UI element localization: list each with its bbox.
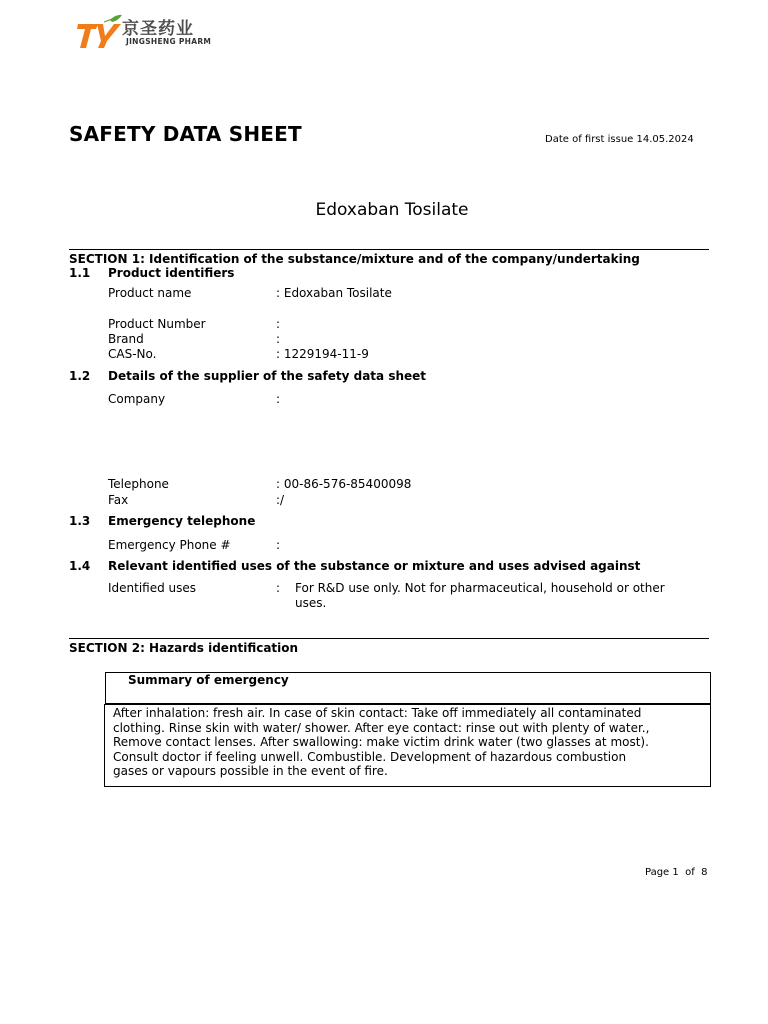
telephone-label: Telephone <box>108 477 169 491</box>
product-number-label: Product Number <box>108 317 206 331</box>
company-label: Company <box>108 392 166 406</box>
subsection-1-3-title: Emergency telephone <box>108 514 256 528</box>
subsection-1-2-number: 1.2 <box>69 369 91 383</box>
summary-title: Summary of emergency <box>128 673 289 687</box>
logo-mark-icon <box>76 12 124 52</box>
identified-uses-line1: For R&D use only. Not for pharmaceutical, household or other <box>295 581 665 595</box>
product-number-value: : <box>276 317 281 331</box>
telephone-value: : 00-86-576-85400098 <box>276 477 412 491</box>
issue-date: Date of first issue 14.05.2024 <box>545 134 694 145</box>
summary-line: clothing. Rinse skin with water/ shower. After eye contact: rinse out with plenty of water., <box>113 720 650 735</box>
product-name-value: : Edoxaban Tosilate <box>276 286 392 300</box>
logo-english-name: JINGSHENG PHARM <box>126 37 212 46</box>
identified-uses-line2: uses. <box>295 596 327 610</box>
page-number: Page 1 of 8 <box>645 867 708 878</box>
emergency-phone-value: : <box>276 538 281 552</box>
subsection-1-3-number: 1.3 <box>69 514 91 528</box>
summary-title-box <box>105 672 711 704</box>
product-heading: Edoxaban Tosilate <box>315 200 469 220</box>
identified-uses-colon: : <box>276 581 281 595</box>
summary-line: Remove contact lenses. After swallowing: make victim drink water (two glasses at most). <box>113 735 649 750</box>
summary-line: After inhalation: fresh air. In case of skin contact: Take off immediately all contaminated <box>113 706 642 720</box>
logo-chinese-name: 京圣药业 <box>122 19 194 39</box>
summary-line: Consult doctor if feeling unwell. Combustible. Development of hazardous combustion <box>113 749 627 764</box>
subsection-1-4-number: 1.4 <box>69 559 91 573</box>
subsection-1-1-title: Product identifiers <box>108 266 235 280</box>
company-logo <box>76 12 226 52</box>
subsection-1-1-number: 1.1 <box>69 266 91 280</box>
brand-value: : <box>276 332 281 346</box>
summary-text-box <box>104 704 711 787</box>
section-divider <box>69 249 709 250</box>
subsection-1-2-title: Details of the supplier of the safety data sheet <box>108 369 427 383</box>
section-divider <box>69 638 709 639</box>
section2-heading: SECTION 2: Hazards identification <box>69 641 299 655</box>
summary-line: gases or vapours possible in the event of fire. <box>113 764 388 779</box>
identified-uses-label: Identified uses <box>108 581 197 595</box>
document-title: SAFETY DATA SHEET <box>69 122 302 146</box>
emergency-phone-label: Emergency Phone # <box>108 538 231 552</box>
product-name-label: Product name <box>108 286 192 300</box>
cas-label: CAS-No. <box>108 347 157 361</box>
subsection-1-4-title: Relevant identified uses of the substance or mixture and uses advised against <box>108 559 641 573</box>
company-value: : <box>276 392 281 406</box>
cas-value: : 1229194-11-9 <box>276 347 369 361</box>
brand-label: Brand <box>108 332 144 346</box>
fax-label: Fax <box>108 493 129 507</box>
fax-value: :/ <box>276 493 285 507</box>
section1-heading: SECTION 1: Identification of the substance/mixture and of the company/undertaking <box>69 252 640 266</box>
